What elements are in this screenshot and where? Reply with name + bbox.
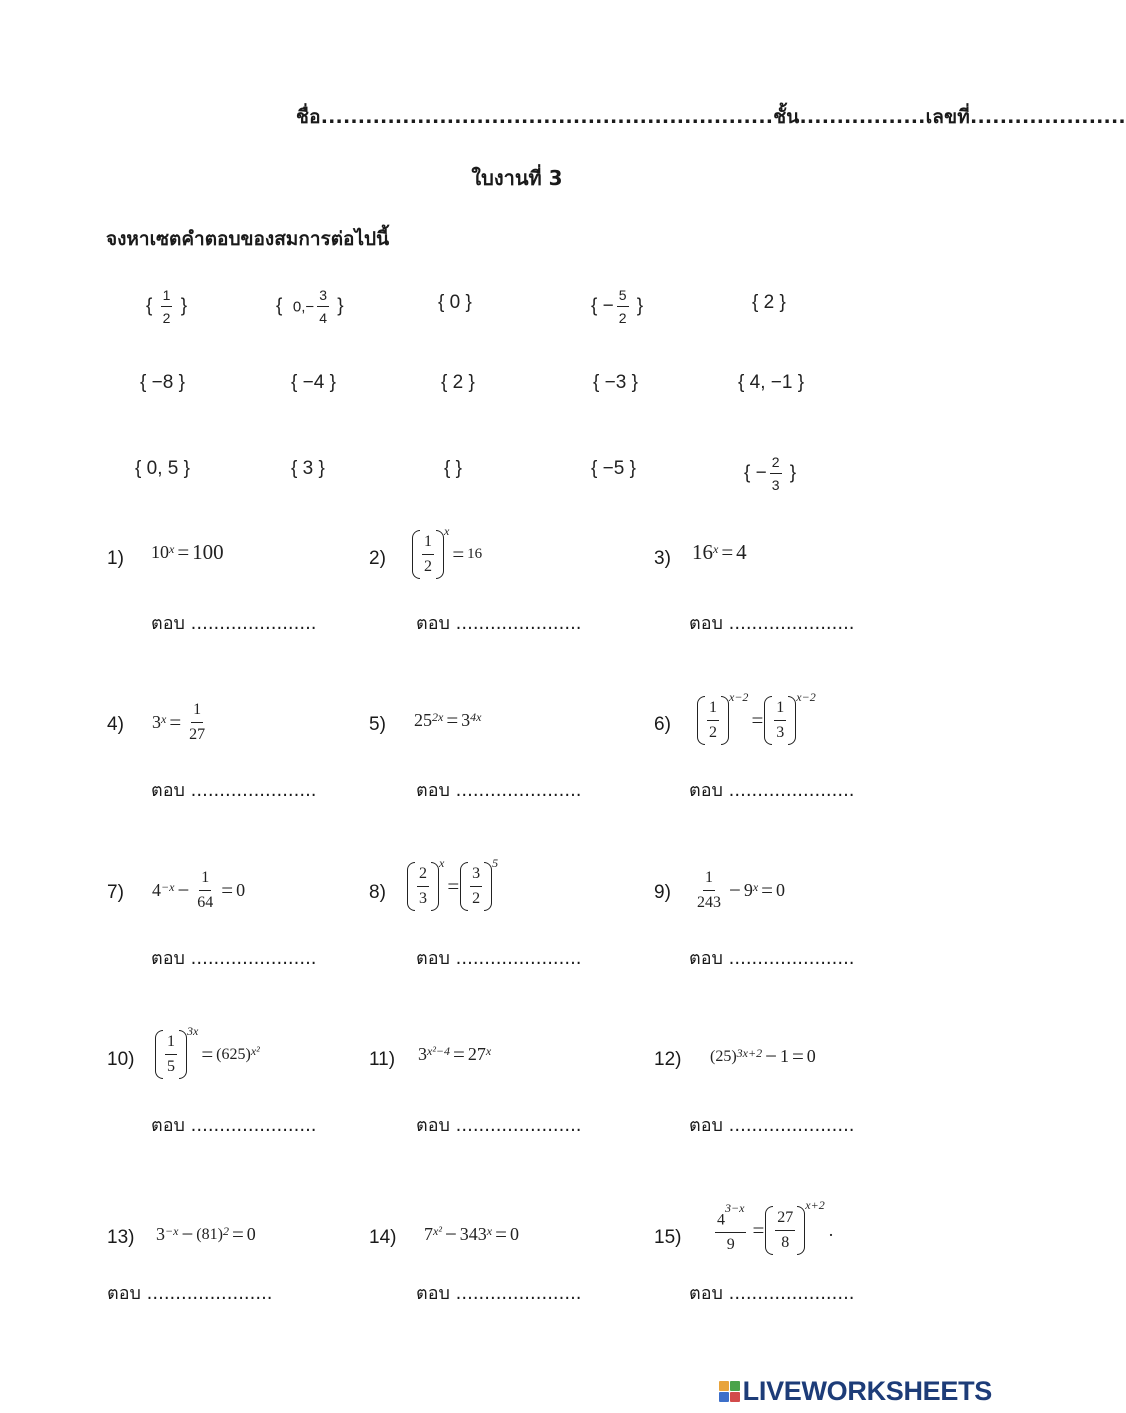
logo-text: LIVEWORKSHEETS bbox=[742, 1376, 992, 1406]
answer-field-9[interactable]: ตอบ ...................... bbox=[689, 948, 855, 969]
problem-number: 15) bbox=[654, 1227, 682, 1248]
problem-14-equation: 7 $^{x^2}$ − 343 $^x$ = 0 bbox=[424, 1222, 519, 1246]
logo-square bbox=[730, 1392, 740, 1402]
problem-number: 8) bbox=[369, 882, 386, 903]
choice-empty[interactable]: { } bbox=[444, 458, 462, 479]
problem-11-equation: 3 $^{x^2-4}$ = 27 $^x$ bbox=[418, 1042, 492, 1066]
answer-field-13[interactable]: ตอบ ...................... bbox=[107, 1283, 273, 1304]
problem-number: 12) bbox=[654, 1049, 682, 1070]
answer-field-6[interactable]: ตอบ ...................... bbox=[689, 780, 855, 801]
problem-number: 4) bbox=[107, 714, 124, 735]
problem-1-equation: 10 $^x$ = 100 bbox=[151, 540, 224, 564]
problem-number: 7) bbox=[107, 882, 124, 903]
problem-9-equation: $\frac{1}{243}$ − 9 $^x$ = 0 bbox=[697, 869, 786, 911]
choice-4-neg1[interactable]: { 4, −1 } bbox=[738, 372, 805, 393]
problem-number: 6) bbox=[654, 714, 671, 735]
choice-0[interactable]: { 0 } bbox=[438, 292, 472, 313]
problem-4-equation: 3 $^x$ = $\frac{1}{27}$ bbox=[152, 701, 206, 743]
problem-13-equation: 3 $^{-x}$ − (81) $^2$ = 0 bbox=[156, 1222, 256, 1246]
problem-number: 14) bbox=[369, 1227, 397, 1248]
answer-field-5[interactable]: ตอบ ...................... bbox=[416, 780, 582, 801]
logo-square bbox=[719, 1381, 729, 1391]
answer-field-2[interactable]: ตอบ ...................... bbox=[416, 613, 582, 634]
problem-number: 3) bbox=[654, 548, 671, 569]
problem-6-equation: $\frac{1}{2}$ x−2 = $\frac{1}{3}$ x−2 bbox=[699, 700, 816, 741]
logo-square bbox=[730, 1381, 740, 1391]
problem-number: 10) bbox=[107, 1049, 135, 1070]
problem-number: 9) bbox=[654, 882, 671, 903]
problem-10-equation: $\frac{1}{5}$ 3x = (625) $^{x^2}$ bbox=[157, 1034, 260, 1075]
instruction-text: จงหาเซตคำตอบของสมการต่อไปนี้ bbox=[106, 228, 390, 250]
worksheet-title: ใบงานที่ 3 bbox=[471, 166, 563, 190]
problem-8-equation: $\frac{2}{3}$ x = $\frac{3}{2}$ 5 bbox=[409, 866, 498, 907]
problem-number: 1) bbox=[107, 548, 124, 569]
answer-field-7[interactable]: ตอบ ...................... bbox=[151, 948, 317, 969]
answer-field-3[interactable]: ตอบ ...................... bbox=[689, 613, 855, 634]
choice-2a[interactable]: { 2 } bbox=[752, 292, 786, 313]
choice-neg8[interactable]: { −8 } bbox=[140, 372, 185, 393]
problem-number: 13) bbox=[107, 1227, 135, 1248]
answer-field-12[interactable]: ตอบ ...................... bbox=[689, 1115, 855, 1136]
choice-neg5[interactable]: { −5 } bbox=[591, 458, 636, 479]
choice-neg5-2[interactable]: { − $\frac{5}{2}$ } bbox=[591, 287, 644, 326]
answer-field-15[interactable]: ตอบ ...................... bbox=[689, 1283, 855, 1304]
choice-0-5[interactable]: { 0, 5 } bbox=[135, 458, 190, 479]
problem-3-equation: 16 $^x$ = 4 bbox=[692, 540, 747, 564]
answer-field-14[interactable]: ตอบ ...................... bbox=[416, 1283, 582, 1304]
problem-7-equation: 4 $^{-x}$ − $\frac{1}{64}$ = 0 bbox=[152, 869, 246, 911]
problem-number: 2) bbox=[369, 548, 386, 569]
liveworksheets-logo bbox=[719, 1376, 992, 1407]
choice-3[interactable]: { 3 } bbox=[291, 458, 325, 479]
problem-number: 11) bbox=[369, 1049, 396, 1070]
choice-neg4[interactable]: { −4 } bbox=[291, 372, 336, 393]
answer-field-11[interactable]: ตอบ ...................... bbox=[416, 1115, 582, 1136]
answer-field-1[interactable]: ตอบ ...................... bbox=[151, 613, 317, 634]
problem-15-equation: $\frac{4^{3-x}}{9}$ = $\frac{27}{8}$ x+2 . bbox=[717, 1198, 834, 1254]
answer-field-8[interactable]: ตอบ ...................... bbox=[416, 948, 582, 969]
logo-mark-icon bbox=[719, 1381, 740, 1402]
choice-neg2-3[interactable]: { − $\frac{2}{3}$ } bbox=[744, 454, 797, 493]
problem-number: 5) bbox=[369, 714, 386, 735]
answer-field-10[interactable]: ตอบ ...................... bbox=[151, 1115, 317, 1136]
choice-1-2[interactable]: { $\frac{1}{2}$ } bbox=[146, 287, 188, 326]
logo-square bbox=[719, 1392, 729, 1402]
choice-2b[interactable]: { 2 } bbox=[441, 372, 475, 393]
problem-12-equation: (25) $^{3x+2}$ − 1 = 0 bbox=[710, 1044, 816, 1068]
choice-0-neg3-4[interactable]: { 0,− $\frac{3}{4}$ } bbox=[276, 287, 344, 326]
problem-2-equation: $\frac{1}{2}$ x = 16 bbox=[414, 534, 482, 575]
choice-neg3[interactable]: { −3 } bbox=[593, 372, 638, 393]
student-info-line: ชื่อ.............................................................ชั้น.................เลขที่..................... bbox=[296, 106, 1126, 128]
answer-field-4[interactable]: ตอบ ...................... bbox=[151, 780, 317, 801]
problem-5-equation: 25 $^{2x}$ = 3 $^{4x}$ bbox=[414, 708, 482, 732]
